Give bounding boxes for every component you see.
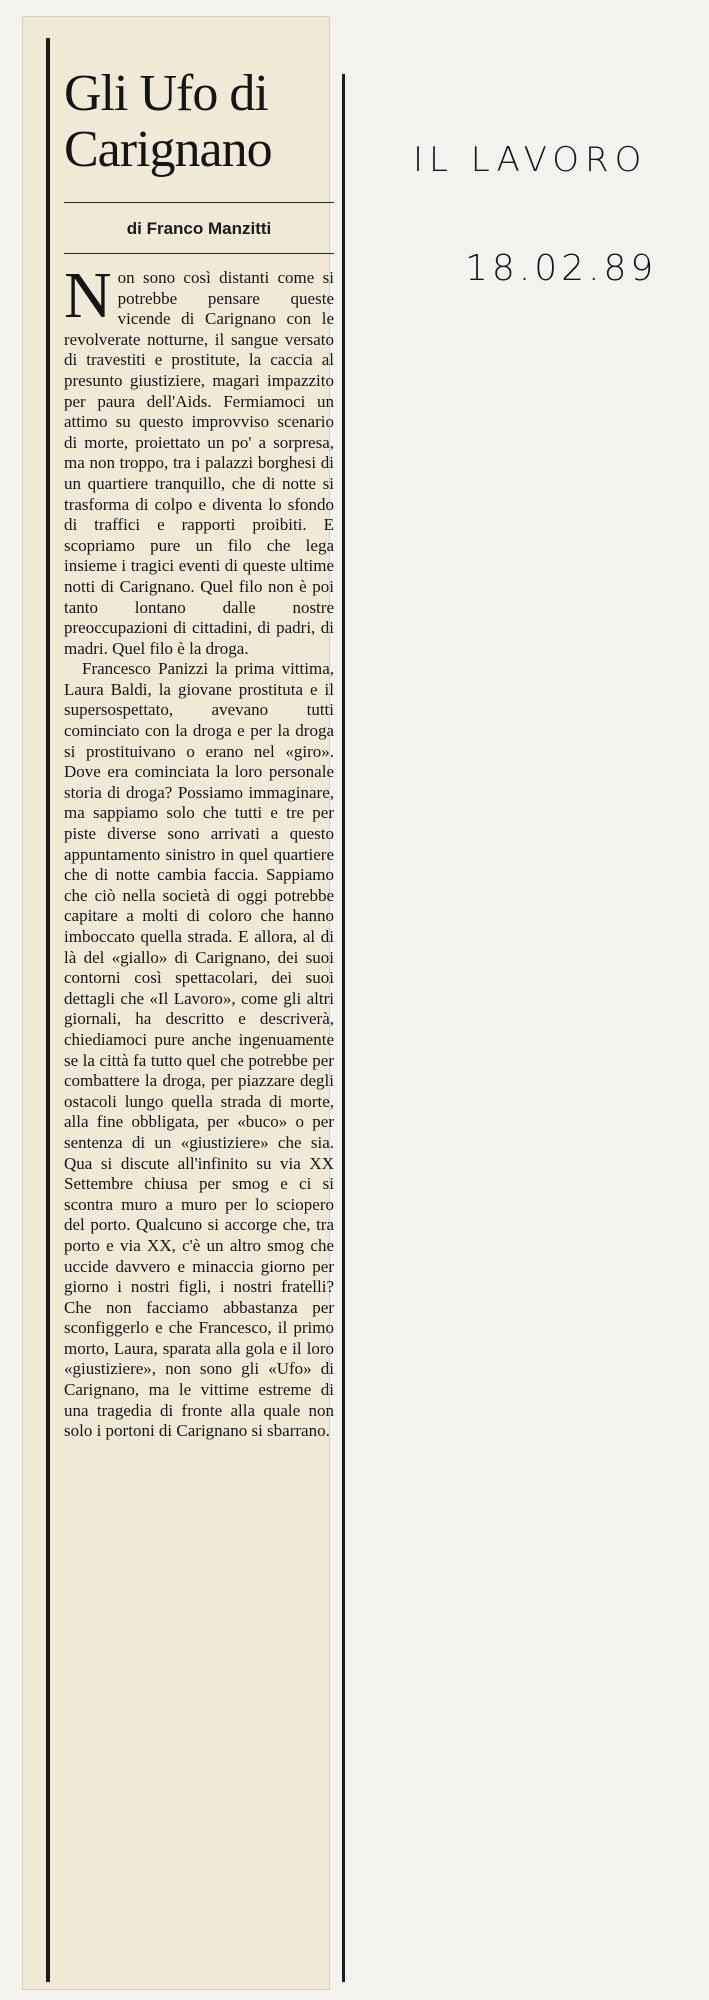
article <box>64 66 334 1442</box>
article-paragraph-1 <box>64 259 334 659</box>
right-column-rule <box>342 74 345 1982</box>
paragraph-1-text: on sono così distanti come si potrebbe pensare queste vicende di Carignano con le revolverate notturne, il sangue versato di travestiti e prostitute, la caccia al presunto giustiziere, magari impazzito per paura dell'Aids. Fermiamoci un attimo su questo improvviso scenario di morte, proiettato un po' a sorpresa, ma non troppo, tra i palazzi borghesi di un quartiere tranquillo, che di notte si trasforma di colpo e diventa lo sfondo di traffici e rapporti proibiti. E scopriamo pure un filo che lega insieme i tragici eventi di queste ultime notti di Carignano. Quel filo non è poi tanto lontano dalle nostre preoccupazioni di cittadini, di padri, di madri. Quel filo è la droga. <box>64 268 334 658</box>
article-paragraph-2: Francesco Panizzi la prima vittima, Laura Baldi, la giovane prostituta e il supersospettato, avevano tutti cominciato con la droga e per la droga si prostituivano o erano nel «giro». Dove era cominciata la loro personale storia di droga? Possiamo immaginare, ma sappiamo solo che tutti e tre per piste diverse sono arrivati a questo appuntamento sinistro in quel quartiere che di notte cambia faccia. Sappiamo che ciò nella società di oggi potrebbe capitare a molti di coloro che hanno imboccato quella strada. E allora, al di là del «giallo» di Carignano, dei suoi contorni così spettacolari, dei suoi dettagli che «Il Lavoro», come gli altri giornali, ha descritto e descriverà, chiediamoci pure anche ingenuamente se la città fa tutto quel che potrebbe per combattere la droga, per piazzare degli ostacoli lungo quella strada di morte, alla fine obbligata, per «buco» o per sentenza di un «giustiziere» che sia. Qua si discute all'infinito su via XX Settembre chiusa per smog e ci si scontra muro a muro per lo sciopero del porto. Qualcuno si accorge che, tra porto e via XX, c'è un altro smog che uccide davvero e minaccia giorno per giorno i nostri figli, i nostri fratelli? Che non facciamo abbastanza per sconfiggerlo e che Francesco, il primo morto, Laura, sparata alla gola e il loro «giustiziere», non sono gli «Ufo» di Carignano, ma le vittime estreme di una tragedia di fronte alla quale non solo i portoni di Carignano si sbarrano. <box>64 659 334 1441</box>
handwritten-date-note: 18.02.89 <box>465 248 658 289</box>
drop-cap: N <box>64 259 112 332</box>
newspaper-clipping <box>22 16 334 1990</box>
title-divider <box>64 202 334 203</box>
byline-divider <box>64 253 334 254</box>
article-title: Gli Ufo di Carignano <box>64 65 272 178</box>
left-column-rule <box>46 38 50 1982</box>
article-byline: di Franco Manzitti <box>126 219 272 238</box>
handwritten-source-note: IL LAVORO <box>413 140 648 180</box>
